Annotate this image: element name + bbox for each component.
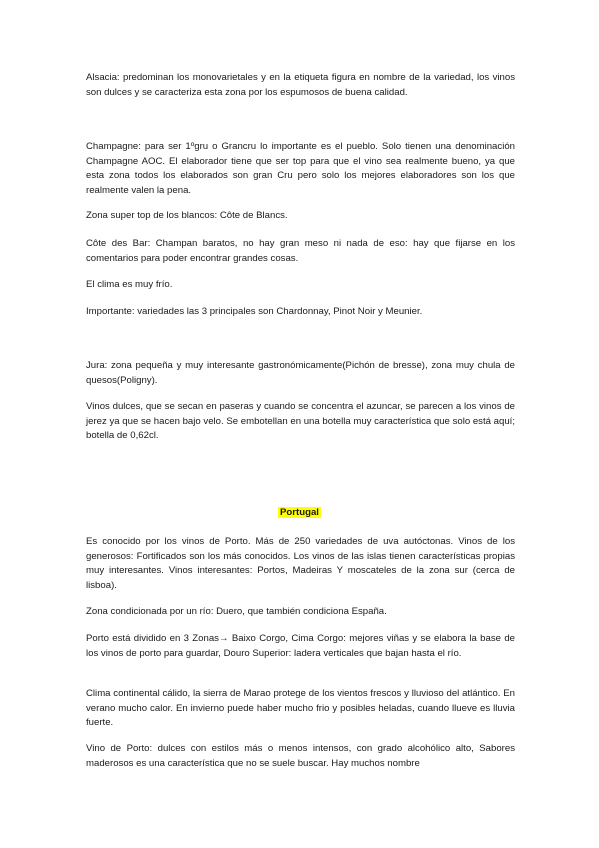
paragraph-rio-duero: Zona condicionada por un río: Duero, que también condiciona España. bbox=[86, 606, 387, 617]
paragraph-clima: El clima es muy frío. bbox=[86, 279, 173, 290]
paragraph-porto-intro: Es conocido por los vinos de Porto. Más de 250 variedades de uva autóctonas. Vinos de los generosos: Fortificados son los más conocidos. Los vinos de las islas tienen características propias muy interesantes. Vinos interesantes: Portos, Madeiras Y moscateles de la zona sur (cerca de lisboa). bbox=[86, 536, 515, 591]
paragraph-vino-de-porto: Vino de Porto: dulces con estilos más o menos intensos, con grado alcohólico alto, Sabores maderosos es una característica que no se suele buscar. Hay muchos nombre bbox=[86, 743, 515, 769]
heading-highlight: Portugal bbox=[280, 507, 319, 518]
paragraph-zonas: Porto está dividido en 3 Zonas→ Baixo Corgo, Cima Corgo: mejores viñas y se elabora la base de los vinos de porto para guardar, Douro Superior: ladera verticales que bajan hasta el río. bbox=[86, 633, 515, 659]
paragraph-jura: Jura: zona pequeña y muy interesante gastronómicamente(Pichón de bresse), zona muy chula de quesos(Poligny). bbox=[86, 360, 515, 386]
paragraph-alsacia: Alsacia: predominan los monovarietales y en la etiqueta figura en nombre de la variedad, los vinos son dulces y se caracteriza esta zona por los espumosos de buena calidad. bbox=[86, 72, 515, 98]
paragraph-cote-de-blancs: Zona super top de los blancos: Côte de Blancs. bbox=[86, 210, 288, 221]
paragraph-vinos-dulces: Vinos dulces, que se secan en paseras y cuando se concentra el azuncar, se parecen a los vinos de jerez ya que se hacen bajo velo. Se embotellan en una botella muy característica que solo está aquí; botella de 0,62cl. bbox=[86, 401, 515, 442]
paragraph-variedades: Importante: variedades las 3 principales son Chardonnay, Pinot Noir y Meunier. bbox=[86, 306, 423, 317]
paragraph-champagne: Champagne: para ser 1ºgru o Grancru lo importante es el pueblo. Solo tienen una denominación Champagne AOC. El elaborador tiene que ser top para que el vino sea realmente bueno, ya que esta zona todos los elaborados son gran Cru pero solo los mejores elaboradores son los que realmente valen la pena. bbox=[86, 141, 515, 196]
paragraph-cote-des-bar: Côte des Bar: Champan baratos, no hay gran meso ni nada de eso: hay que fijarse en los comentarios para poder encontrar grandes cosas. bbox=[86, 238, 515, 264]
paragraph-clima-portugal: Clima continental cálido, la sierra de Marao protege de los vientos frescos y lluvioso del atlántico. En verano mucho calor. En invierno puede haber mucho frio y posibles heladas, cuando llueve es lluvia fuerte. bbox=[86, 688, 515, 729]
section-heading-portugal bbox=[0, 506, 599, 520]
